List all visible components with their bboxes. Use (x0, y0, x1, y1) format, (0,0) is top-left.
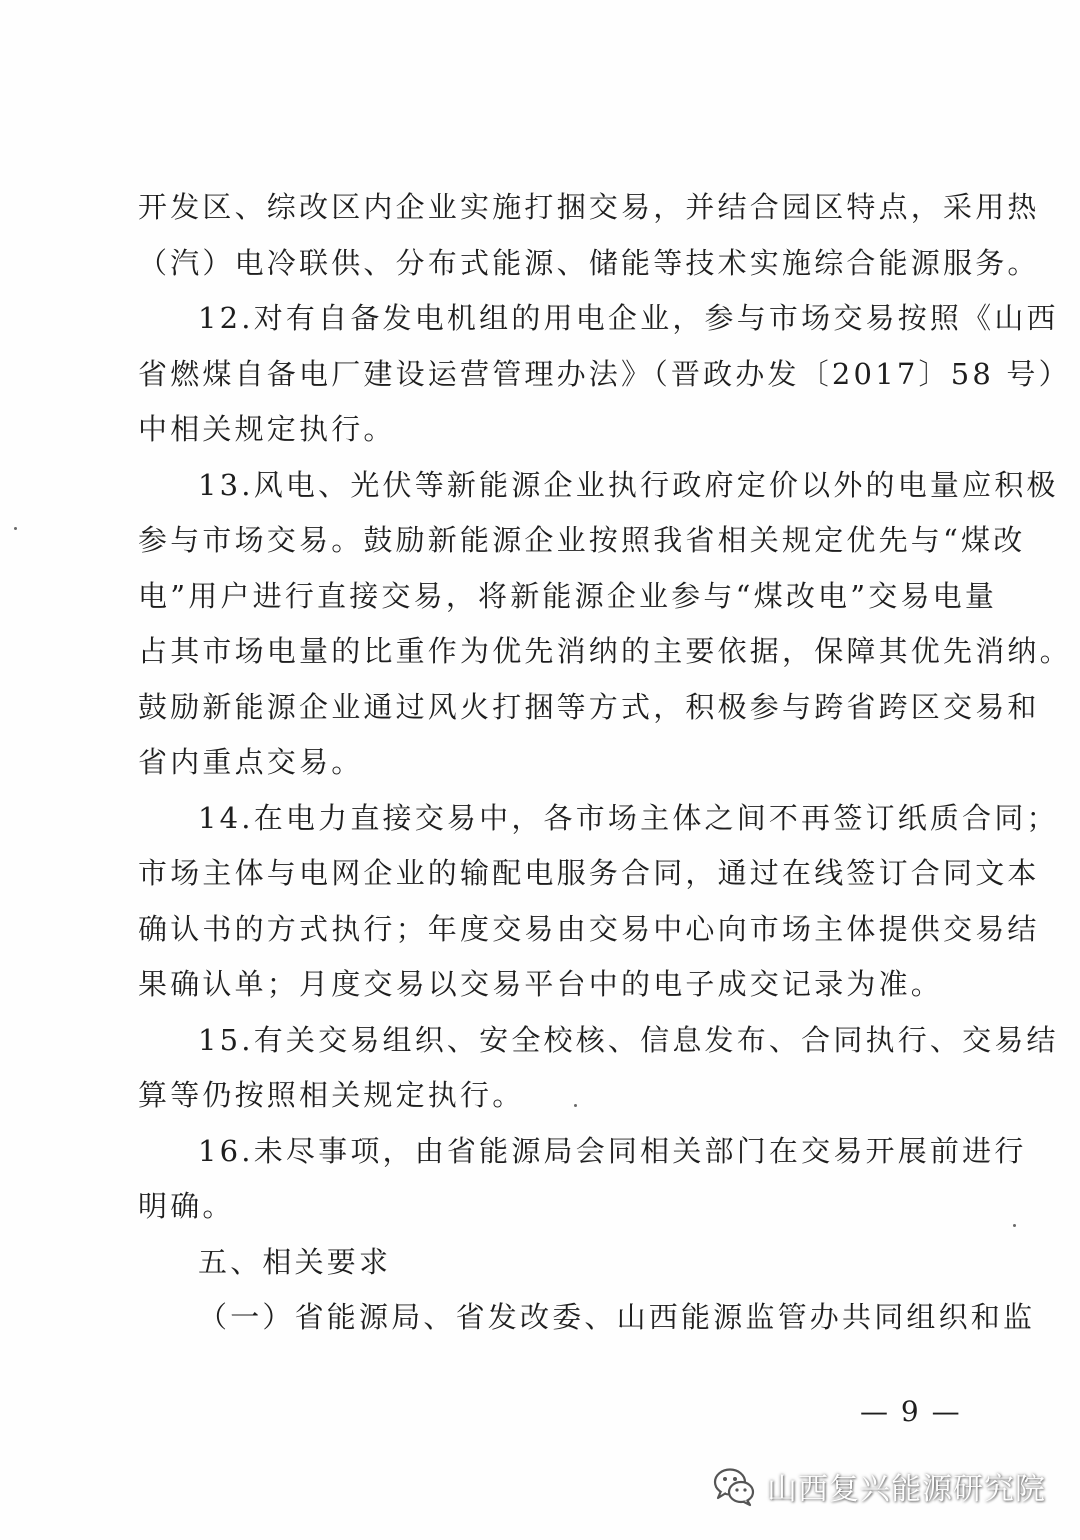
text-line-item-14: 14.在电力直接交易中，各市场主体之间不再签订纸质合同； (198, 800, 1059, 835)
text-line: 果确认单；月度交易以交易平台中的电子成交记录为准。 (138, 967, 944, 1001)
text-line: 开发区、综改区内企业实施打捆交易，并结合园区特点，采用热 (138, 190, 1040, 224)
text-line: 确认书的方式执行；年度交易由交易中心向市场主体提供交易结 (138, 911, 1040, 946)
text-line: 省燃煤自备电厂建设运营管理办法》（晋政办发〔2017〕58 号） (138, 356, 1071, 391)
text-line: 市场主体与电网企业的输配电服务合同，通过在线签订合同文本 (138, 856, 1040, 890)
text-line: 算等仍按照相关规定执行。 (138, 1078, 525, 1112)
scan-speck (1013, 1224, 1016, 1227)
text-line-item-16: 16.未尽事项，由省能源局会同相关部门在交易开展前进行 (198, 1133, 1027, 1168)
text-line-item-12: 12.对有自备发电机组的用电企业，参与市场交易按照《山西 (198, 301, 1059, 335)
document-body (138, 180, 1072, 1346)
page-number: — 9 — (860, 1395, 962, 1428)
text-line: （汽）电冷联供、分布式能源、储能等技术实施综合能源服务。 (138, 245, 1040, 280)
wechat-icon (711, 1463, 757, 1509)
text-line: 电”用户进行直接交易，将新能源企业参与“煤改电”交易电量 (138, 578, 998, 613)
text-line-item-13: 13.风电、光伏等新能源企业执行政府定价以外的电量应积极 (198, 467, 1059, 502)
scan-speck (14, 527, 17, 530)
watermark-text: 山西复兴能源研究院 (767, 1472, 1046, 1507)
scan-speck (574, 1104, 577, 1107)
text-line-item-15: 15.有关交易组织、安全校核、信息发布、合同执行、交易结 (198, 1022, 1059, 1057)
text-line: 明确。 (138, 1189, 235, 1223)
section-heading: 五、相关要求 (198, 1244, 392, 1279)
text-line: 鼓励新能源企业通过风火打捆等方式，积极参与跨省跨区交易和 (138, 689, 1040, 724)
text-line: 参与市场交易。鼓励新能源企业按照我省相关规定优先与“煤改 (138, 523, 1026, 557)
text-line: 省内重点交易。 (138, 745, 364, 779)
text-line: 中相关规定执行。 (138, 412, 396, 446)
watermark (711, 1456, 1046, 1516)
text-line: 占其市场电量的比重作为优先消纳的主要依据，保障其优先消纳。 (138, 634, 1072, 668)
text-line-subitem-1: （一）省能源局、省发改委、山西能源监管办共同组织和监 (198, 1300, 1036, 1334)
